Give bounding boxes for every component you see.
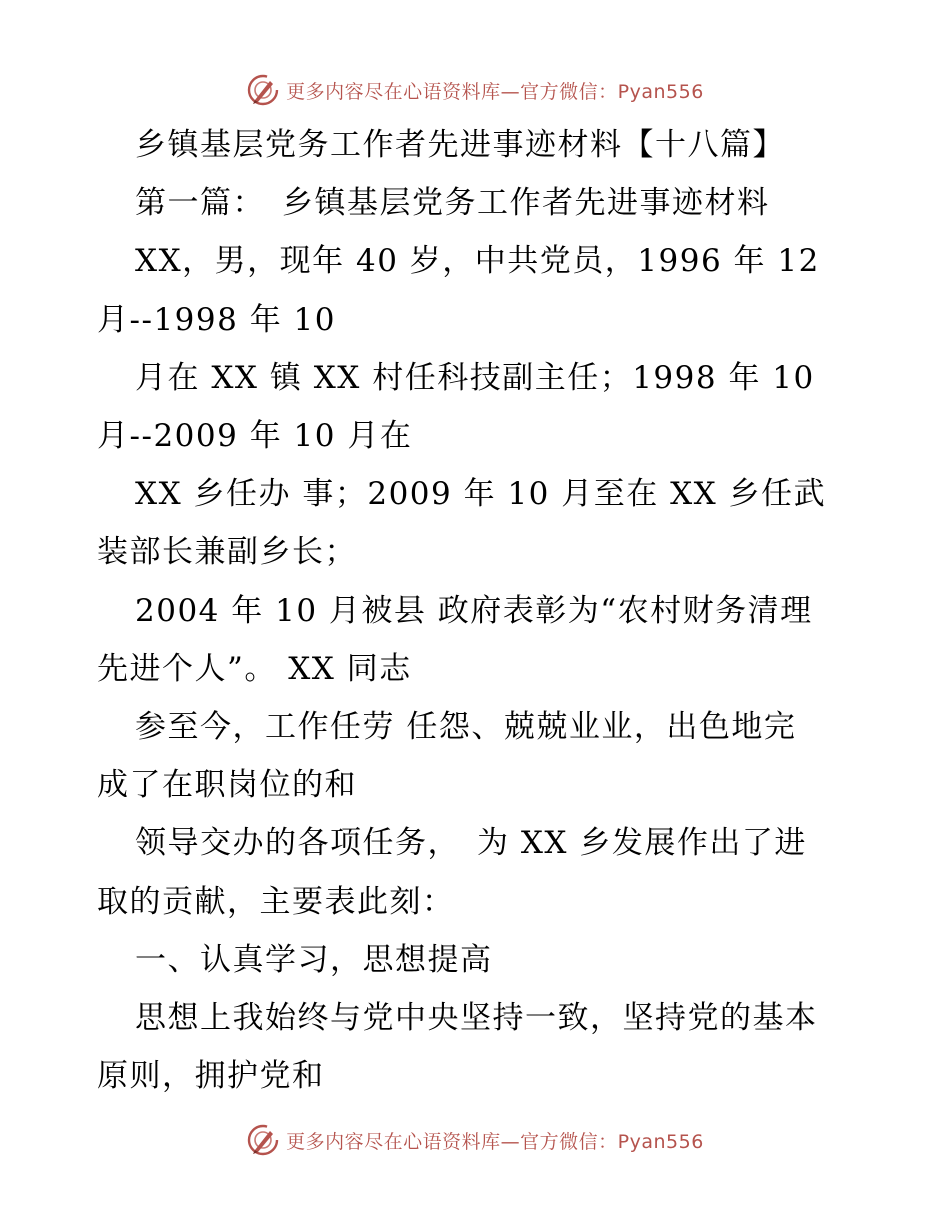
header-watermark-banner <box>0 70 950 110</box>
section-heading-text: 第一篇： 乡镇基层党务工作者先进事迹材料 <box>135 185 770 222</box>
subheading-text: 一、认真学习，思想提高 <box>135 941 493 978</box>
document-title <box>97 116 857 174</box>
paragraph-line: XX 乡任办 事；2009 年 10 月至在 XX 乡任武 <box>135 476 827 513</box>
paragraph-7 <box>97 989 857 1105</box>
paragraph-line: 月在 XX 镇 XX 村任科技副主任；1998 年 10 <box>135 359 815 396</box>
subheading-1 <box>97 931 857 989</box>
paragraph-2 <box>97 349 857 465</box>
document-title-text: 乡镇基层党务工作者先进事迹材料【十八篇】 <box>135 127 785 163</box>
watermark-text: 更多内容尽在心语资料库—官方微信：Pyan556 <box>286 80 704 103</box>
paragraph-5 <box>97 698 857 814</box>
pen-swirl-logo-icon <box>246 1123 280 1157</box>
paragraph-line: 领导交办的各项任务， 为 XX 乡发展作出了进 <box>135 825 807 862</box>
document-body <box>97 116 857 1105</box>
paragraph-line: 装部长兼副乡长； <box>97 534 357 571</box>
paragraph-line: 参至今，工作任劳 任怨、兢兢业业，出色地完 <box>135 709 797 746</box>
paragraph-line: 月--1998 年 10 <box>97 301 336 338</box>
footer-watermark-banner <box>0 1120 950 1160</box>
paragraph-4 <box>97 582 857 698</box>
paragraph-line: 原则，拥护党和 <box>97 1058 325 1095</box>
section-heading <box>97 174 857 232</box>
pen-swirl-logo-icon <box>246 73 280 107</box>
paragraph-line: 成了在职岗位的和 <box>97 767 357 804</box>
paragraph-6 <box>97 814 857 930</box>
paragraph-line: XX，男，现年 40 岁，中共党员，1996 年 12 <box>135 243 820 280</box>
paragraph-1 <box>97 232 857 348</box>
paragraph-3 <box>97 465 857 581</box>
watermark-text: 更多内容尽在心语资料库—官方微信：Pyan556 <box>286 1130 704 1153</box>
paragraph-line: 月--2009 年 10 月在 <box>97 418 413 455</box>
paragraph-line: 先进个人”。 XX 同志 <box>97 650 412 687</box>
paragraph-line: 取的贡献，主要表此刻： <box>97 883 455 920</box>
paragraph-line: 2004 年 10 月被县 政府表彰为“农村财务清理 <box>135 592 813 629</box>
paragraph-line: 思想上我始终与党中央坚持一致，坚持党的基本 <box>135 1000 818 1037</box>
